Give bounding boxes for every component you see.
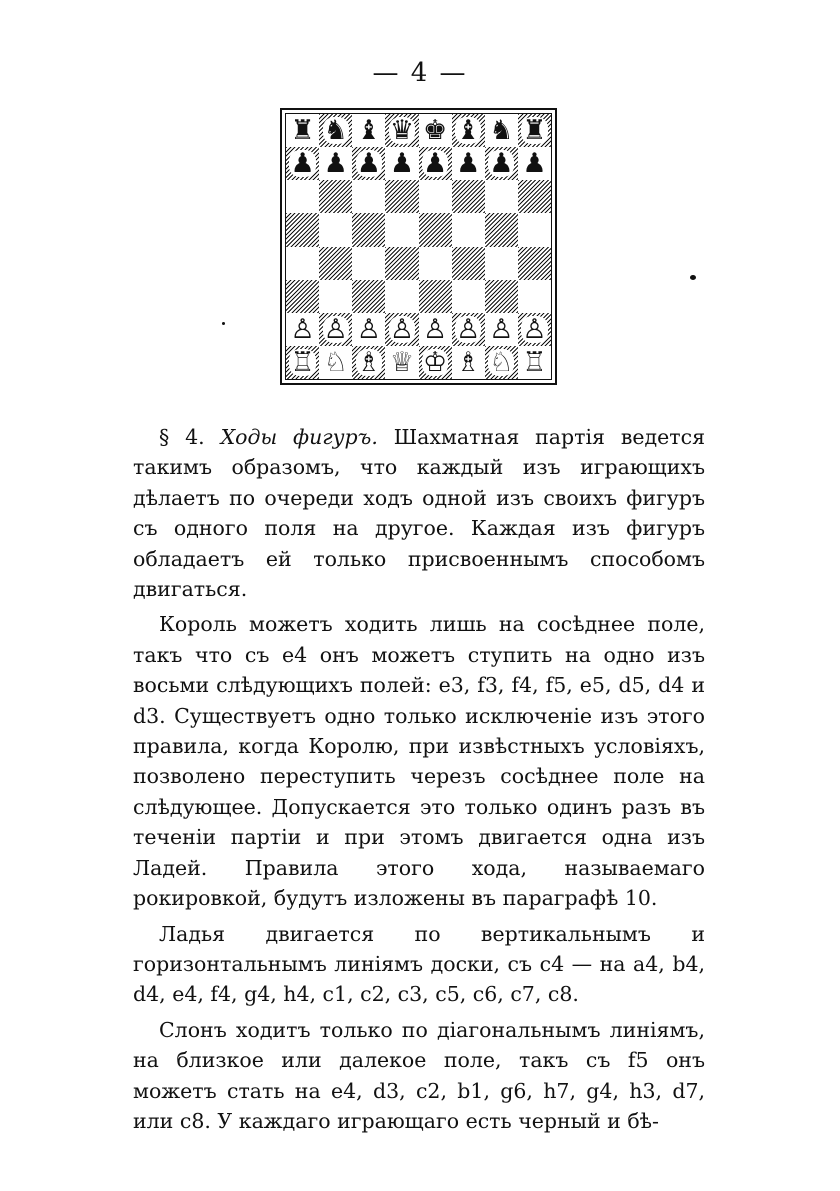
chess-piece: ♜ [290,115,315,147]
square-c4 [352,247,385,280]
page-number: — 4 — [372,58,468,88]
square-f3 [452,280,485,313]
square-g4 [485,247,518,280]
square-g3 [485,280,518,313]
square-d5 [385,213,418,246]
square-f8 [452,114,485,147]
square-e6 [419,180,452,213]
square-h6 [518,180,551,213]
square-h8 [518,114,551,147]
square-g8 [485,114,518,147]
chess-piece: ♘ [323,346,348,378]
paragraph-rook: Ладья двигается по вертикальнымъ и горизонтальнымъ линіямъ доски, съ c4 — на a4, b4, d4, e4, f4, g4, h4, c1, c2, c3, c5, c6, c7, c8. [133,921,705,1007]
chess-piece: ♟ [489,148,514,180]
square-e3 [419,280,452,313]
square-h2 [518,313,551,346]
square-h4 [518,247,551,280]
chess-piece: ♟ [290,148,315,180]
square-a3 [286,280,319,313]
ink-speck [222,322,225,325]
chess-piece: ♘ [489,346,514,378]
chess-piece: ♝ [356,115,381,147]
square-f6 [452,180,485,213]
chess-piece: ♞ [323,115,348,147]
chess-piece: ♟ [323,148,348,180]
chess-piece: ♝ [456,115,481,147]
chess-piece: ♙ [489,313,514,345]
chess-piece: ♙ [356,313,381,345]
paragraph-moves-intro [133,422,705,604]
chess-piece: ♙ [456,313,481,345]
square-d3 [385,280,418,313]
square-a4 [286,247,319,280]
square-e8 [419,114,452,147]
square-e7 [419,147,452,180]
square-f1 [452,346,485,379]
section-number: § 4. [159,425,221,449]
square-h7 [518,147,551,180]
chess-piece: ♔ [422,346,448,378]
square-b7 [319,147,352,180]
paragraph-king: Король можетъ ходить лишь на сосѣднее поле, такъ что съ e4 онъ можетъ ступить на одно изъ восьми слѣдующихъ полей: e3, f3, f4, f5, e5, d5, d4 и d3. Существуетъ одно только исключеніе изъ этого правила, когда Королю, при извѣстныхъ условіяхъ, позволено переступить черезъ сосѣднее поле на слѣдующее. Допускается это только одинъ разъ въ теченіи партіи и при этомъ двигается одна изъ Ладей. Правила этого хода, называемаго рокировкой, будутъ изложены въ параграфѣ 10. [133,612,705,911]
chess-piece: ♟ [456,148,481,180]
square-c6 [352,180,385,213]
square-g1 [485,346,518,379]
square-e4 [419,247,452,280]
square-f2 [452,313,485,346]
chess-piece: ♙ [522,313,547,345]
square-b5 [319,213,352,246]
square-g7 [485,147,518,180]
square-a5 [286,213,319,246]
square-a7 [286,147,319,180]
square-f5 [452,213,485,246]
chess-piece: ♗ [356,346,381,378]
square-b4 [319,247,352,280]
square-g5 [485,213,518,246]
square-c2 [352,313,385,346]
square-d8 [385,114,418,147]
chess-piece: ♛ [389,115,415,147]
square-c3 [352,280,385,313]
square-h5 [518,213,551,246]
square-d4 [385,247,418,280]
square-a2 [286,313,319,346]
ink-speck [690,275,696,280]
square-c1 [352,346,385,379]
square-h1 [518,346,551,379]
paragraph-bishop: Слонъ ходитъ только по діагональнымъ линіямъ, на близкое или далекое поле, такъ съ f5 онъ можетъ стать на e4, d3, c2, b1, g6, h7, g4, h3, d7, или c8. У каждаго играющаго есть черный и бѣ- [133,1017,705,1133]
chess-piece: ♜ [522,115,547,147]
square-b2 [319,313,352,346]
chess-piece: ♖ [290,346,315,378]
chess-piece: ♟ [422,148,448,180]
chess-piece: ♟ [389,148,415,180]
chess-piece: ♙ [389,313,415,345]
square-b6 [319,180,352,213]
chessboard [285,113,552,380]
square-d6 [385,180,418,213]
square-a6 [286,180,319,213]
square-a8 [286,114,319,147]
square-f4 [452,247,485,280]
chess-piece: ♙ [323,313,348,345]
square-c5 [352,213,385,246]
chess-piece: ♟ [356,148,381,180]
square-e1 [419,346,452,379]
chess-piece: ♗ [456,346,481,378]
square-c8 [352,114,385,147]
square-f7 [452,147,485,180]
square-d2 [385,313,418,346]
chess-piece: ♚ [422,115,448,147]
square-e2 [419,313,452,346]
square-d7 [385,147,418,180]
square-e5 [419,213,452,246]
square-b8 [319,114,352,147]
square-d1 [385,346,418,379]
chess-piece: ♖ [522,346,547,378]
square-c7 [352,147,385,180]
square-g6 [485,180,518,213]
square-b3 [319,280,352,313]
square-b1 [319,346,352,379]
square-h3 [518,280,551,313]
chess-piece: ♙ [422,313,448,345]
section-title: Ходы фигуръ. [220,425,378,449]
square-g2 [485,313,518,346]
chess-piece: ♟ [522,148,547,180]
chess-piece: ♞ [489,115,514,147]
chess-piece: ♙ [290,313,315,345]
chess-piece: ♕ [389,346,415,378]
square-a1 [286,346,319,379]
chess-diagram [280,108,557,385]
body-text [133,422,705,1141]
paragraph-text: Шахматная партія ведется такимъ образомъ, что каждый изъ играющихъ дѣлаетъ по очереди ходъ одной изъ своихъ фигуръ съ одного поля на другое. Каждая изъ фигуръ обладаетъ ей только присвоеннымъ способомъ двигаться. [133,425,706,602]
